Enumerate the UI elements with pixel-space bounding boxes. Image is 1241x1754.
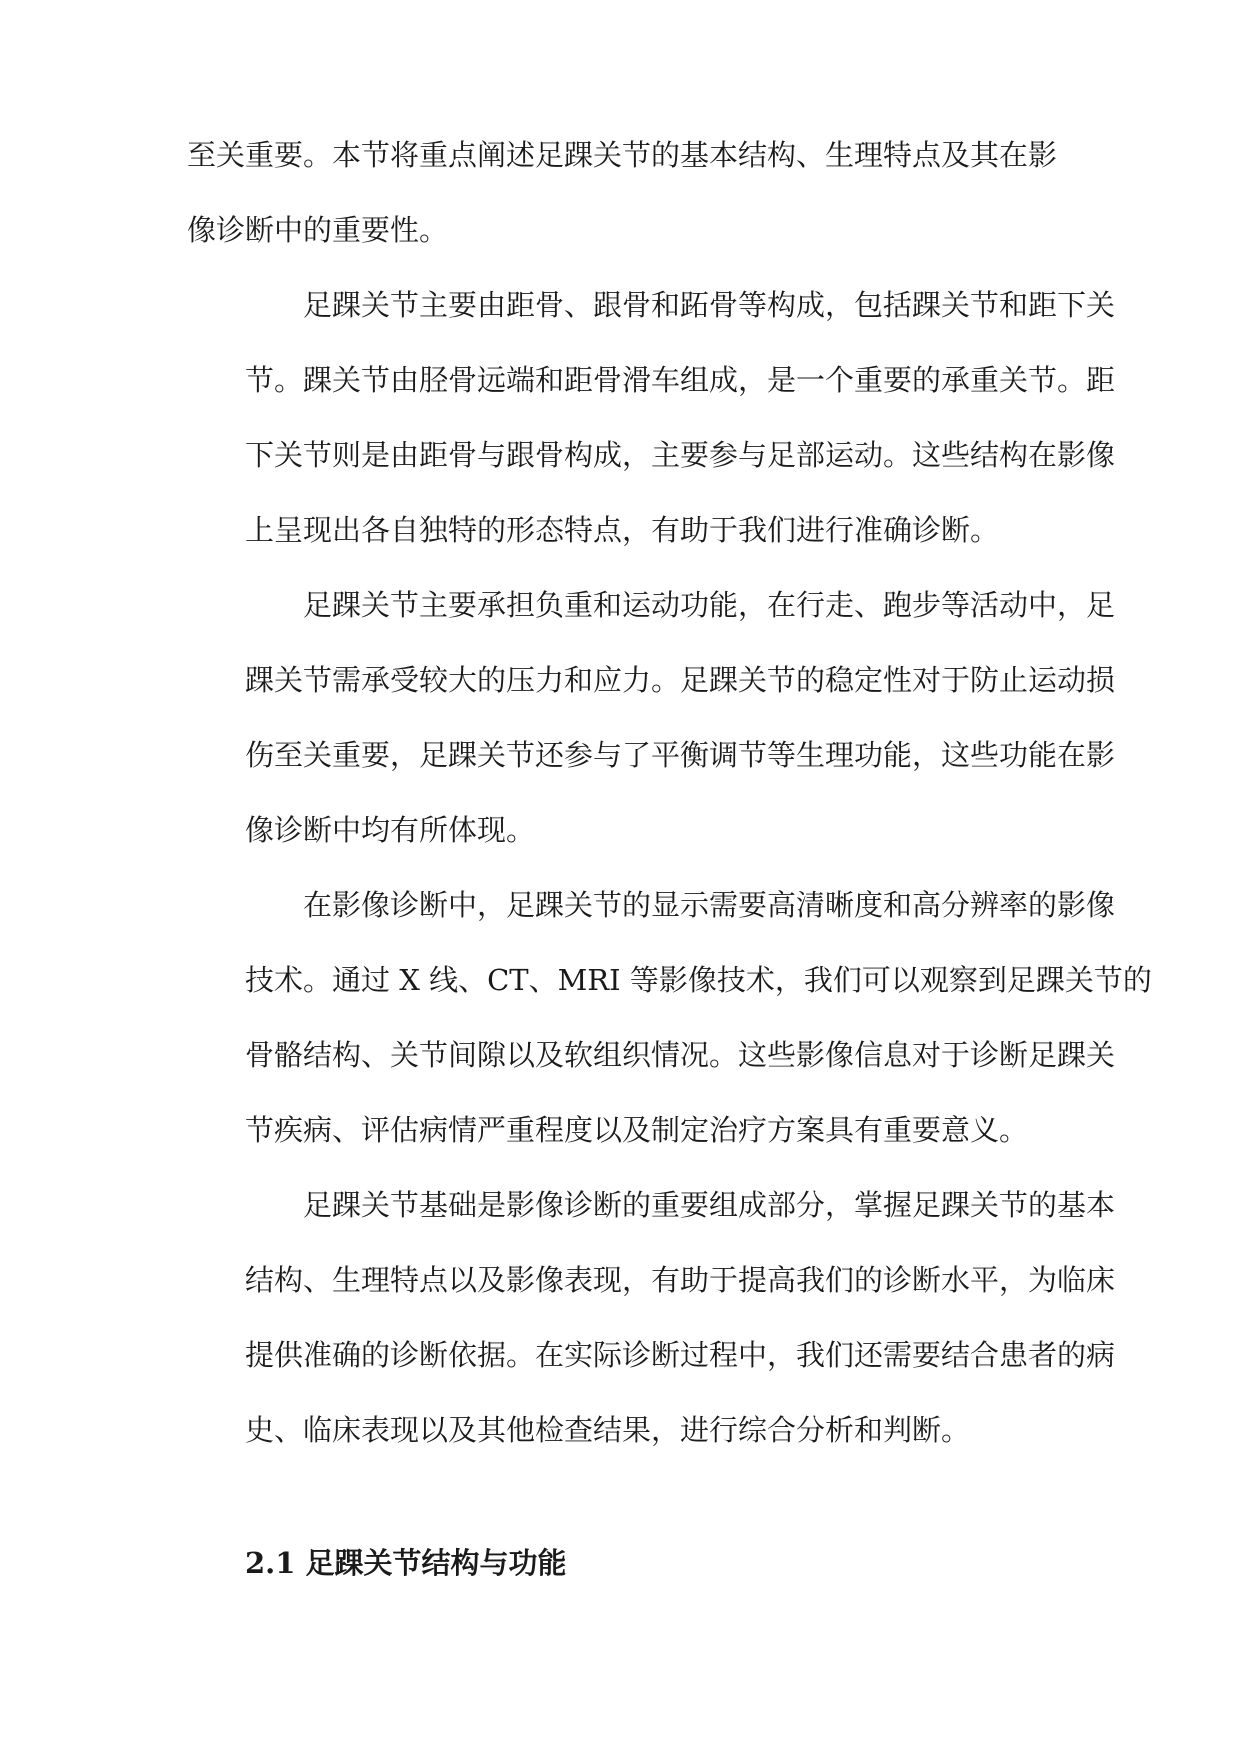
body-text bbox=[187, 118, 1152, 1468]
text-line: 足踝关节主要承担负重和运动功能，在行走、跑步等活动中，足 bbox=[303, 588, 1116, 622]
paragraph-3 bbox=[187, 568, 1116, 868]
text-line: 伤至关重要，足踝关节还参与了平衡调节等生理功能，这些功能在影 bbox=[245, 738, 1116, 772]
text-line: 足踝关节主要由距骨、跟骨和跖骨等构成，包括踝关节和距下关 bbox=[303, 288, 1116, 322]
text-line: 踝关节需承受较大的压力和应力。足踝关节的稳定性对于防止运动损 bbox=[245, 663, 1116, 697]
text-line: 在影像诊断中，足踝关节的显示需要高清晰度和高分辨率的影像 bbox=[303, 888, 1116, 922]
text-line: 像诊断中均有所体现。 bbox=[245, 813, 536, 847]
text-line: 结构、生理特点以及影像表现，有助于提高我们的诊断水平，为临床 bbox=[245, 1263, 1116, 1297]
text-line: 提供准确的诊断依据。在实际诊断过程中，我们还需要结合患者的病 bbox=[245, 1338, 1116, 1372]
paragraph-4 bbox=[187, 868, 1152, 1168]
text-line: 足踝关节基础是影像诊断的重要组成部分，掌握足踝关节的基本 bbox=[303, 1188, 1116, 1222]
paragraph-1 bbox=[187, 118, 1058, 268]
text-line: 技术。通过 X 线、CT、MRI 等影像技术，我们可以观察到足踝关节的 bbox=[245, 963, 1152, 997]
paragraph-5 bbox=[187, 1168, 1116, 1468]
text-line: 骨骼结构、关节间隙以及软组织情况。这些影像信息对于诊断足踝关 bbox=[245, 1038, 1116, 1072]
text-line: 上呈现出各自独特的形态特点，有助于我们进行准确诊断。 bbox=[245, 513, 1000, 547]
section-heading: 2.1 足踝关节结构与功能 bbox=[245, 1546, 567, 1580]
text-line: 史、临床表现以及其他检查结果，进行综合分析和判断。 bbox=[245, 1413, 971, 1447]
text-line: 至关重要。本节将重点阐述足踝关节的基本结构、生理特点及其在影 bbox=[187, 138, 1058, 172]
paragraph-2 bbox=[187, 268, 1116, 568]
text-line: 节疾病、评估病情严重程度以及制定治疗方案具有重要意义。 bbox=[245, 1113, 1029, 1147]
text-line: 像诊断中的重要性。 bbox=[187, 213, 449, 247]
text-line: 节。踝关节由胫骨远端和距骨滑车组成，是一个重要的承重关节。距 bbox=[245, 363, 1116, 397]
text-line: 下关节则是由距骨与跟骨构成，主要参与足部运动。这些结构在影像 bbox=[245, 438, 1116, 472]
